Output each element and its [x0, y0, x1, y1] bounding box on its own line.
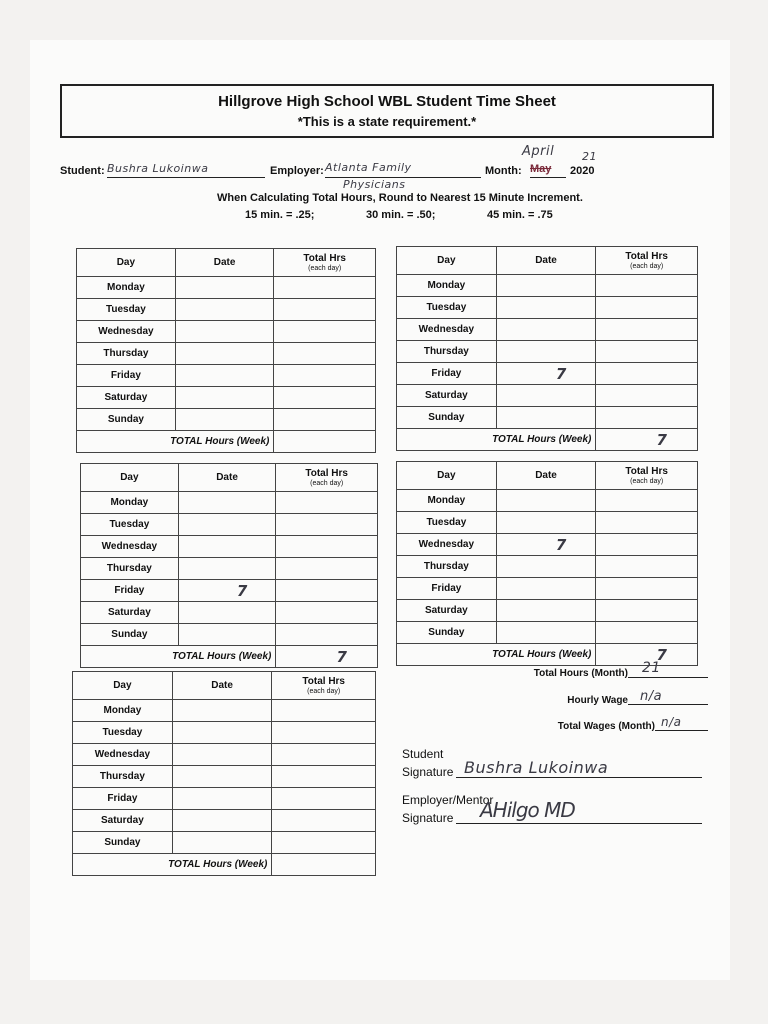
total-hrs-cell[interactable]: [272, 766, 376, 788]
total-hrs-cell[interactable]: [596, 275, 698, 297]
total-month-label: Total Hours (Month): [533, 668, 628, 679]
table-row: [81, 514, 378, 536]
day-label: Wednesday: [73, 744, 173, 766]
header-date: Date: [172, 672, 272, 700]
day-label: Sunday: [397, 407, 497, 429]
employer-signature-label-2: Signature: [402, 811, 454, 825]
header-day: Day: [77, 249, 176, 277]
rounding-instruction: When Calculating Total Hours, Round to Nearest 15 Minute Increment.: [217, 192, 583, 204]
table-row: [397, 363, 698, 385]
date-cell[interactable]: [496, 578, 596, 600]
week-total-label: TOTAL Hours (Week): [81, 646, 276, 668]
week-table-4: [396, 461, 698, 666]
rule-30-min: 30 min. = .50;: [366, 209, 436, 221]
header-total-hrs: [276, 464, 378, 492]
employer-signature-label-1: Employer/Mentor: [402, 793, 494, 807]
date-cell[interactable]: [178, 492, 276, 514]
day-label: Friday: [73, 788, 173, 810]
total-hrs-cell[interactable]: [276, 558, 378, 580]
total-hrs-cell[interactable]: [596, 319, 698, 341]
table-row: [397, 341, 698, 363]
day-label: Saturday: [77, 387, 176, 409]
day-label: Wednesday: [397, 319, 497, 341]
table-row: [73, 700, 376, 722]
table-row: [397, 512, 698, 534]
week-total-label: TOTAL Hours (Week): [73, 854, 272, 876]
date-cell[interactable]: [496, 385, 596, 407]
total-hrs-cell[interactable]: [596, 407, 698, 429]
week-total-row: [77, 431, 376, 453]
day-label: Thursday: [73, 766, 173, 788]
day-label: Tuesday: [397, 297, 497, 319]
header-total-label: Total Hrs: [302, 676, 345, 687]
rule-15-min: 15 min. = .25;: [245, 209, 315, 221]
total-wages-label: Total Wages (Month): [557, 721, 655, 732]
student-signature-label-2: Signature: [402, 765, 454, 779]
date-cell[interactable]: 7: [496, 363, 596, 385]
header-date: Date: [175, 249, 274, 277]
page-title: Hillgrove High School WBL Student Time Sheet: [218, 93, 556, 110]
table-row: [397, 275, 698, 297]
total-hrs-cell[interactable]: [596, 512, 698, 534]
student-name-field[interactable]: Bushra Lukoinwa: [107, 162, 265, 178]
date-cell[interactable]: [178, 514, 276, 536]
day-label: Thursday: [77, 343, 176, 365]
date-cell[interactable]: [496, 297, 596, 319]
week-total-row: [81, 646, 378, 668]
total-hrs-cell[interactable]: [274, 299, 376, 321]
day-label: Saturday: [81, 602, 179, 624]
total-hrs-cell[interactable]: [596, 600, 698, 622]
header-day: Day: [73, 672, 173, 700]
month-label: Month:: [485, 165, 522, 177]
date-cell[interactable]: [175, 387, 274, 409]
employer-signature: AHilgo MD: [480, 798, 575, 822]
total-hrs-cell[interactable]: [596, 534, 698, 556]
total-hrs-cell[interactable]: [596, 578, 698, 600]
day-label: Wednesday: [397, 534, 497, 556]
header-total-sub: (each day): [307, 688, 341, 695]
day-label: Friday: [397, 578, 497, 600]
header-total-label: Total Hrs: [625, 251, 668, 262]
header-total-label: Total Hrs: [305, 468, 348, 479]
date-cell[interactable]: [172, 744, 272, 766]
day-label: Sunday: [77, 409, 176, 431]
table-row: [397, 297, 698, 319]
header-day: Day: [397, 247, 497, 275]
table-row: [77, 387, 376, 409]
table-row: [77, 277, 376, 299]
table-row: [77, 343, 376, 365]
header-day: Day: [397, 462, 497, 490]
total-hrs-cell[interactable]: [272, 832, 376, 854]
day-label: Monday: [77, 277, 176, 299]
date-cell[interactable]: [175, 299, 274, 321]
total-hrs-cell[interactable]: [276, 602, 378, 624]
total-hrs-cell[interactable]: [274, 321, 376, 343]
total-hrs-cell[interactable]: [276, 514, 378, 536]
date-cell[interactable]: [496, 600, 596, 622]
date-cell[interactable]: [496, 490, 596, 512]
table-row: [73, 788, 376, 810]
date-cell[interactable]: [178, 624, 276, 646]
date-cell[interactable]: [178, 602, 276, 624]
table-row: [73, 766, 376, 788]
header-total-hrs: [596, 247, 698, 275]
employer-field-line2: Physicians: [343, 178, 406, 191]
total-hrs-cell[interactable]: [274, 409, 376, 431]
date-cell[interactable]: [496, 341, 596, 363]
table-row: [77, 299, 376, 321]
week-table-3: [80, 463, 378, 668]
header-total-hrs: [272, 672, 376, 700]
week-total-cell[interactable]: 7: [276, 646, 378, 668]
day-label: Thursday: [397, 341, 497, 363]
hourly-wage-label: Hourly Wage: [567, 695, 628, 706]
week-table-2: [396, 246, 698, 451]
total-hrs-cell[interactable]: [276, 536, 378, 558]
student-signature-label-1: Student: [402, 747, 444, 761]
day-label: Saturday: [73, 810, 173, 832]
header-total-sub: (each day): [308, 265, 342, 272]
table-row: [397, 490, 698, 512]
table-row: [81, 624, 378, 646]
date-cell[interactable]: 7: [496, 534, 596, 556]
date-cell[interactable]: [172, 788, 272, 810]
header-date: Date: [178, 464, 276, 492]
total-hrs-cell[interactable]: [272, 744, 376, 766]
month-handwritten: April: [522, 144, 555, 159]
table-row: [73, 832, 376, 854]
day-label: Monday: [397, 275, 497, 297]
table-row: [397, 385, 698, 407]
year-printed: 2020: [570, 165, 595, 177]
hourly-wage-field[interactable]: n/a: [628, 689, 708, 705]
date-cell[interactable]: [172, 810, 272, 832]
total-hrs-cell[interactable]: [276, 624, 378, 646]
header-day: Day: [81, 464, 179, 492]
header-total-label: Total Hrs: [303, 253, 346, 264]
date-cell[interactable]: 7: [178, 580, 276, 602]
week-total-label: TOTAL Hours (Week): [397, 644, 596, 666]
year-handwritten: 21: [582, 150, 597, 163]
day-label: Wednesday: [81, 536, 179, 558]
date-cell[interactable]: [172, 700, 272, 722]
week-table-5: [72, 671, 376, 876]
total-month-field[interactable]: 21: [628, 660, 708, 678]
day-label: Monday: [73, 700, 173, 722]
day-label: Thursday: [81, 558, 179, 580]
day-label: Tuesday: [77, 299, 176, 321]
total-hrs-cell[interactable]: [276, 580, 378, 602]
total-hrs-cell[interactable]: [596, 297, 698, 319]
date-cell[interactable]: [172, 766, 272, 788]
day-label: Friday: [81, 580, 179, 602]
employer-label: Employer:: [270, 165, 324, 177]
table-row: [73, 810, 376, 832]
total-hrs-cell[interactable]: [274, 343, 376, 365]
date-cell[interactable]: [175, 277, 274, 299]
total-hrs-cell[interactable]: [272, 810, 376, 832]
student-label: Student:: [60, 165, 105, 177]
date-cell[interactable]: [178, 558, 276, 580]
header-date: Date: [496, 247, 596, 275]
rule-45-min: 45 min. = .75: [487, 209, 553, 221]
date-cell[interactable]: [175, 365, 274, 387]
week-table-1: [76, 248, 376, 453]
day-label: Thursday: [397, 556, 497, 578]
page-subtitle: *This is a state requirement.*: [297, 114, 477, 129]
header-total-label: Total Hrs: [625, 466, 668, 477]
student-signature: Bushra Lukoinwa: [464, 758, 609, 777]
employer-field[interactable]: Atlanta Family: [325, 161, 481, 178]
total-hrs-cell[interactable]: [272, 722, 376, 744]
week-total-row: [73, 854, 376, 876]
day-label: Sunday: [397, 622, 497, 644]
day-label: Tuesday: [73, 722, 173, 744]
date-cell[interactable]: [178, 536, 276, 558]
week-total-cell[interactable]: [272, 854, 376, 876]
table-row: [397, 600, 698, 622]
header-total-sub: (each day): [630, 478, 664, 485]
total-hrs-cell[interactable]: [272, 700, 376, 722]
table-row: [77, 409, 376, 431]
table-row: [81, 536, 378, 558]
date-cell[interactable]: [496, 622, 596, 644]
date-cell[interactable]: [172, 722, 272, 744]
table-row: [397, 556, 698, 578]
total-hrs-cell[interactable]: [596, 622, 698, 644]
table-row: [397, 319, 698, 341]
day-label: Tuesday: [81, 514, 179, 536]
table-row: [73, 722, 376, 744]
day-label: Saturday: [397, 385, 497, 407]
total-hrs-cell[interactable]: [274, 387, 376, 409]
table-row: [77, 321, 376, 343]
day-label: Friday: [397, 363, 497, 385]
date-cell[interactable]: [496, 275, 596, 297]
header-total-sub: (each day): [630, 263, 664, 270]
total-hrs-cell[interactable]: [596, 490, 698, 512]
week-total-label: TOTAL Hours (Week): [397, 429, 596, 451]
total-hrs-cell[interactable]: [272, 788, 376, 810]
week-total-row: [397, 429, 698, 451]
date-cell[interactable]: [496, 512, 596, 534]
table-row: [73, 744, 376, 766]
table-row: [397, 407, 698, 429]
total-hrs-cell[interactable]: [274, 365, 376, 387]
total-hrs-cell[interactable]: [274, 277, 376, 299]
day-label: Sunday: [73, 832, 173, 854]
date-cell[interactable]: [175, 409, 274, 431]
week-total-cell[interactable]: 7: [596, 644, 698, 666]
header-total-sub: (each day): [310, 480, 344, 487]
total-hrs-cell[interactable]: [276, 492, 378, 514]
day-label: Monday: [81, 492, 179, 514]
total-hrs-cell[interactable]: [596, 385, 698, 407]
table-row: [397, 622, 698, 644]
total-hrs-cell[interactable]: [596, 363, 698, 385]
table-row: [77, 365, 376, 387]
header-total-hrs: [274, 249, 376, 277]
date-cell[interactable]: [175, 321, 274, 343]
header-date: Date: [496, 462, 596, 490]
table-row: [81, 492, 378, 514]
date-cell[interactable]: [496, 407, 596, 429]
total-wages-field[interactable]: n/a: [655, 715, 708, 731]
date-cell[interactable]: [172, 832, 272, 854]
table-row: [81, 580, 378, 602]
month-field[interactable]: May: [530, 163, 566, 178]
day-label: Monday: [397, 490, 497, 512]
table-row: [397, 578, 698, 600]
table-row: [81, 602, 378, 624]
day-label: Wednesday: [77, 321, 176, 343]
table-row: [397, 534, 698, 556]
title-box: [60, 84, 714, 138]
week-total-cell[interactable]: [274, 431, 376, 453]
week-total-label: TOTAL Hours (Week): [77, 431, 274, 453]
table-row: [81, 558, 378, 580]
header-total-hrs: [596, 462, 698, 490]
day-label: Sunday: [81, 624, 179, 646]
day-label: Tuesday: [397, 512, 497, 534]
week-total-cell[interactable]: 7: [596, 429, 698, 451]
date-cell[interactable]: [496, 319, 596, 341]
date-cell[interactable]: [496, 556, 596, 578]
total-hrs-cell[interactable]: [596, 556, 698, 578]
total-hrs-cell[interactable]: [596, 341, 698, 363]
day-label: Saturday: [397, 600, 497, 622]
day-label: Friday: [77, 365, 176, 387]
date-cell[interactable]: [175, 343, 274, 365]
